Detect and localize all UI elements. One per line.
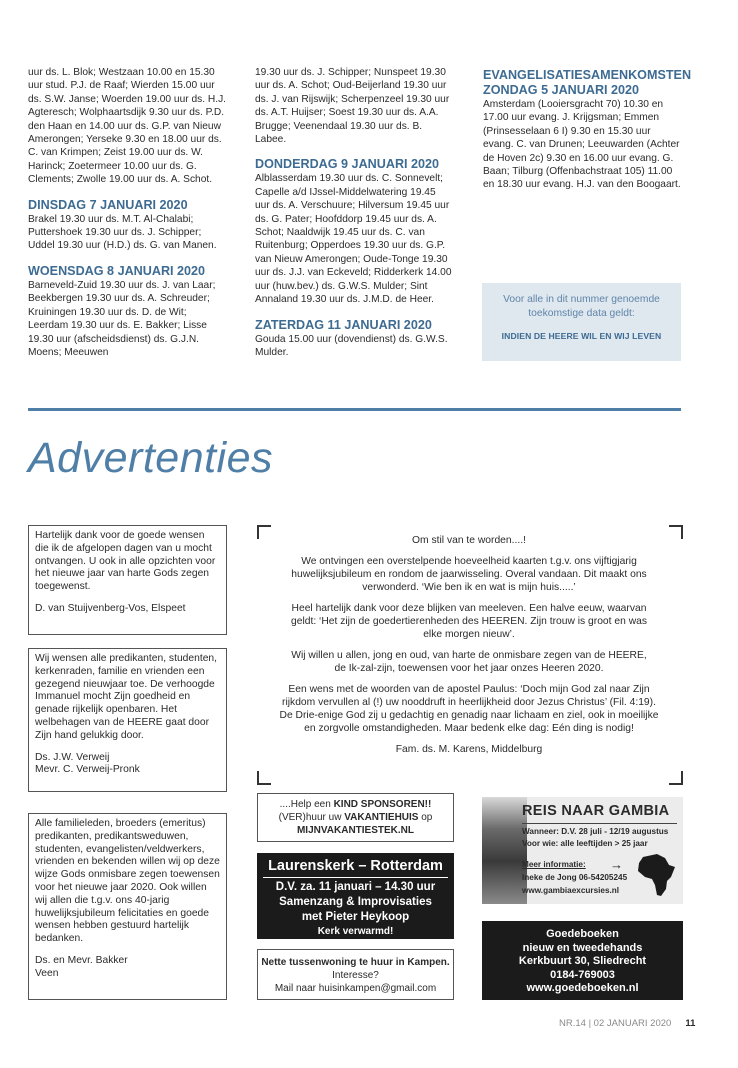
vakantie-line-3 xyxy=(258,824,453,837)
section-title: Advertenties xyxy=(28,434,274,482)
ad-verweij xyxy=(28,648,227,792)
ad-laurenskerk xyxy=(257,853,454,939)
text-woensdag: Barneveld-Zuid 19.30 uur ds. J. van Laar; Beekbergen 19.30 uur ds. A. Schreuder; Kruiningen 19.30 uur ds. D. de Wit; Leerdam 19.30 uur ds. E. Bakker; Lisse 19.30 uur (afscheidsdienst) ds. G.J.N. Moens; Meeuwen xyxy=(28,279,216,358)
text-evangelisatie: Amsterdam (Looiersgracht 70) 10.30 en 17.00 uur evang. J. Krijgsman; Emmen (Prinsesselaan 6 I) 9.30 en 15.30 uur evang. C. van Drunen; Leeuwarden (Achter de Hoven 2c) 9.30 en 16.00 uur evang. G. Baan; Tilburg (Offenbachstraat 105) 11.00 en 18.30 uur evang. H.J. van den Boogaart. xyxy=(483,99,681,191)
laurens-line-3: met Pieter Heykoop xyxy=(301,911,410,923)
vakantie-line-1a: ....Help een xyxy=(279,799,334,810)
ad-goedeboeken xyxy=(482,921,683,1000)
ad-tussenwoning xyxy=(257,949,454,1000)
ad-1-text: Hartelijk dank voor de goede wensen die ik de afgelopen dagen van u mocht ontvangen. U ook in alle opzichten voor het nieuwe jaar van harte Gods zegen toegewenst. xyxy=(35,530,216,593)
vakantie-line-2b: VAKANTIEHUIS xyxy=(344,812,419,823)
laurens-line-2: Samenzang & Improvisaties xyxy=(279,896,432,908)
tussen-line-2: Interesse? xyxy=(332,970,379,981)
vakantie-line-3b: MIJNVAKANTIESTEK.NL xyxy=(296,825,415,836)
laurens-line-4: Kerk verwarmd! xyxy=(317,926,394,937)
ad-karens-signature: Fam. ds. M. Karens, Middelburg xyxy=(395,744,543,755)
heading-dinsdag: DINSDAG 7 JANUARI 2020 xyxy=(28,197,188,212)
info-box-label: INDIEN DE HEERE WIL EN WIJ LEVEN xyxy=(501,331,662,341)
ad-3-signature-2: Veen xyxy=(35,967,59,979)
laurens-title: Laurenskerk – Rotterdam xyxy=(263,857,448,878)
vakantie-line-2 xyxy=(258,811,453,824)
arrow-right-icon: → xyxy=(610,857,623,872)
vakantie-line-1b: KIND SPONSOREN!! xyxy=(333,799,432,810)
heading-evangelisatie: EVANGELISATIESAMENKOMSTEN ZONDAG 5 JANUARI 2020 xyxy=(483,68,692,97)
gambia-line-5: www.gambiaexcursies.nl xyxy=(522,886,620,895)
ad-3-signature-1: Ds. en Mevr. Bakker xyxy=(35,954,128,966)
ad-karens-p2: We ontvingen een overstelpende hoeveelheid kaarten t.g.v. ons vijftigjarig huwelijksjubileum en rondom de jaarwisseling. Overal vandaan. Dit maakt ons verwonderd. ‘Wie ben ik en wat is mijn huis.....’ xyxy=(291,556,647,593)
ad-2-signature-2: Mevr. C. Verweij-Pronk xyxy=(35,764,140,776)
goedeboeken-line-4: 0184-769003 xyxy=(550,968,615,981)
column-2-intro: 19.30 uur ds. J. Schipper; Nunspeet 19.30 uur ds. A. Schot; Oud-Beijerland 19.30 uur ds. J. van Rijswijk; Scherpenzeel 19.30 uur ds. A.T. Huijser; Soest 19.30 uur ds. A.A. Brugge; Veenendaal 19.30 uur ds. B. Labee. xyxy=(255,67,450,146)
gambia-rule xyxy=(522,823,677,824)
gambia-line-3: Meer informatie: xyxy=(522,860,586,869)
column-2 xyxy=(255,66,452,359)
page-number: 11 xyxy=(685,1018,696,1029)
ad-thanks-stuijvenberg xyxy=(28,525,227,635)
ad-karens xyxy=(257,525,681,792)
info-box-text: Voor alle in dit nummer genoemde toekomstige data geldt: xyxy=(503,294,660,319)
issue-label: NR.14 | 02 JANUARI 2020 xyxy=(559,1018,672,1029)
goedeboeken-line-5: www.goedeboeken.nl xyxy=(526,982,639,994)
tussen-line-3: Mail naar huisinkampen@gmail.com xyxy=(274,983,437,994)
heading-woensdag: WOENSDAG 8 JANUARI 2020 xyxy=(28,263,206,278)
column-1-intro: uur ds. L. Blok; Westzaan 10.00 en 15.30 uur stud. P.J. de Raaf; Wierden 15.00 uur ds. S.W. Janse; Woerden 19.00 uur ds. H.J. Agteresch; Wolphaartsdijk 9.30 uur ds. P.D. den Haan en 14.00 uur ds. G.P. van Nieuw Amerongen; Yerseke 9.30 en 18.00 uur ds. C. van Krimpen; Zeist 19.00 uur ds. W. Harinck; Zoetermeer 10.00 uur ds. G. Clements; Zwolle 19.00 uur ds. A. Schot. xyxy=(28,67,226,186)
heading-donderdag: DONDERDAG 9 JANUARI 2020 xyxy=(255,157,440,172)
ad-gambia xyxy=(482,797,683,904)
ad-karens-p1: Om stil van te worden....! xyxy=(412,535,526,546)
africa-map-icon xyxy=(635,851,677,899)
column-1 xyxy=(28,66,226,359)
goedeboeken-line-2: nieuw en tweedehands xyxy=(522,941,643,954)
ad-2-text: Wij wensen alle predikanten, studenten, kerkenraden, familie en vrienden een gezegend nieuwjaar toe. De verhoogde Immanuel mocht Zijn goedheid en genade rijkelijk openbaren. Het welbehagen van de HEERE gaat door Zijn hand gelukkig door. xyxy=(35,653,218,741)
column-3 xyxy=(483,68,692,192)
vakantie-line-1 xyxy=(258,798,453,811)
gambia-line-1: Wanneer: D.V. 28 juli - 12/19 augustus xyxy=(522,827,669,836)
vakantie-line-2a: (VER)huur uw xyxy=(278,812,345,823)
ad-karens-p4: Wij willen u allen, jong en oud, van harte de onmisbare zegen van de HEERE, de Ik-zal-zijn, toewensen voor het jaar onzes Heeren 2020. xyxy=(291,650,647,674)
gambia-line-2: Voor wie: alle leeftijden > 25 jaar xyxy=(522,839,648,848)
page-footer xyxy=(559,1018,695,1029)
child-photo xyxy=(482,797,527,904)
gambia-title: REIS NAAR GAMBIA xyxy=(522,803,670,819)
ad-bakker xyxy=(28,813,227,1000)
vakantie-line-2c: op xyxy=(418,812,433,823)
text-dinsdag: Brakel 19.30 uur ds. M.T. Al-Chalabi; Puttershoek 19.30 uur ds. J. Schipper; Uddel 19.30 uur (H.D.) ds. G. van Manen. xyxy=(28,213,217,252)
ad-2-signature-1: Ds. J.W. Verweij xyxy=(35,751,110,763)
gambia-line-4: Ineke de Jong 06-54205245 xyxy=(522,873,628,882)
ad-karens-p3: Heel hartelijk dank voor deze blijken van meeleven. Een halve eeuw, waarvan geldt: ‘Het zijn de goedertierenheden des HEEREN. Zijn trouw is groot en was elke morgen nieuw’. xyxy=(291,603,648,640)
goedeboeken-line-3: Kerkbuurt 30, Sliedrecht xyxy=(518,955,647,967)
heading-zaterdag: ZATERDAG 11 JANUARI 2020 xyxy=(255,317,432,332)
info-box xyxy=(482,283,681,361)
text-zaterdag: Gouda 15.00 uur (dovendienst) ds. G.W.S. Mulder. xyxy=(255,333,448,358)
ad-3-text: Alle familieleden, broeders (emeritus) predikanten, predikantsweduwen, studenten, evangelisten/veldwerkers, vrienden en bekenden willen wij op deze wijze Gods onmisbare zegen toewensen voor het nieuwe jaar 2020. Ook willen wij allen die t.g.v. ons 40-jarig huwelijksjubileum felicitaties en goede wensen hebben gestuurd hartelijk bedanken. xyxy=(35,818,220,945)
section-divider xyxy=(28,408,681,411)
text-donderdag: Alblasserdam 19.30 uur ds. C. Sonnevelt; Capelle a/d IJssel-Middelwatering 19.45 uur ds. A. Verschuure; Hilversum 19.45 uur ds. G. Pater; Hoofddorp 19.45 uur ds. A. Schot; Naaldwijk 19.45 uur ds. C. van Ruitenburg; Opperdoes 19.30 uur ds. G.P. van Nieuw Amerongen; Oude-Tonge 19.30 uur ds. J.J. van Eckeveld; Ridderkerk 14.00 uur (huw.bev.) ds. G.W.S. Mulder; Sint Annaland 19.30 uur ds. J.M.D. de Heer. xyxy=(255,173,452,306)
ad-1-signature: D. van Stuijvenberg-Vos, Elspeet xyxy=(35,602,186,614)
tussen-line-1: Nette tussenwoning te huur in Kampen. xyxy=(261,957,450,968)
goedeboeken-line-1: Goedeboeken xyxy=(546,928,619,940)
ad-vakantiehuis xyxy=(257,793,454,842)
ad-karens-p5: Een wens met de woorden van de apostel Paulus: ‘Doch mijn God zal naar Zijn rijkdom vervullen al (!) uw nooddruft in heerlijkheid door Jezus Christus’ (Fil. 4:19). De Drie-enige God zij u gedachtig en genadig naar lichaam en ziel, ook in moeilijke en zorgvolle omstandigheden. Maar bedenk elke dag: Eén ding is nodig! xyxy=(279,684,659,734)
laurens-line-1: D.V. za. 11 januari – 14.30 uur xyxy=(275,881,436,893)
